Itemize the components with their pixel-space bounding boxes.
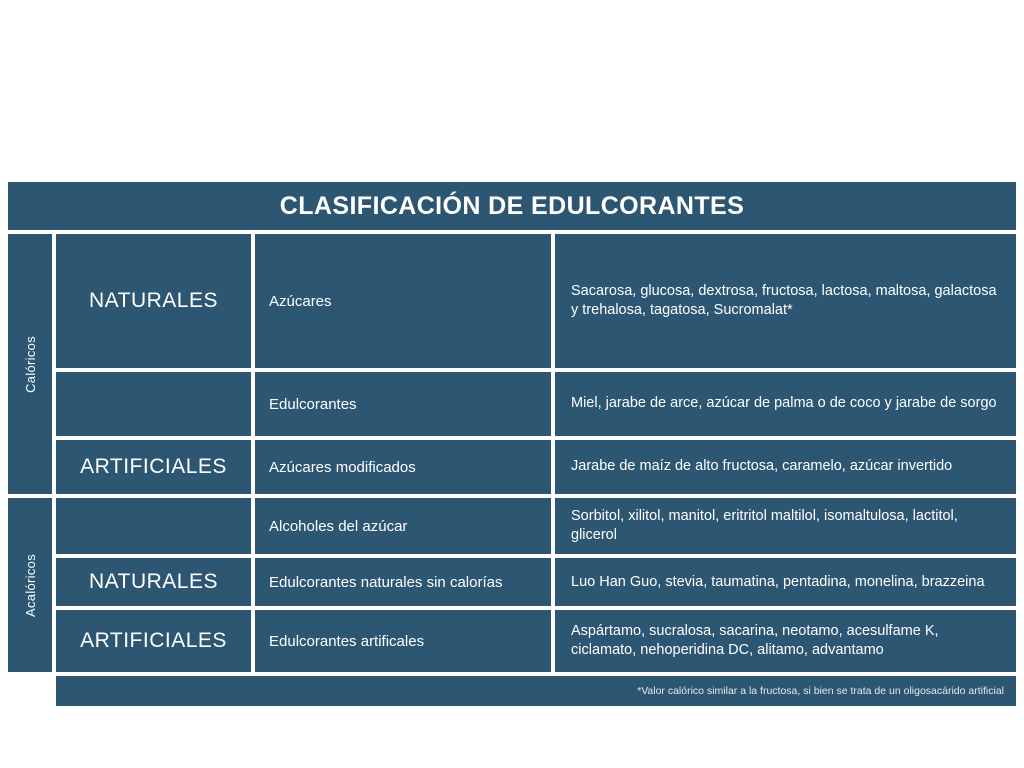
category-cell-spacer xyxy=(56,498,251,554)
row-left-group xyxy=(56,372,551,436)
diagram-title-bar xyxy=(8,182,1016,230)
subcategory-cell xyxy=(255,234,551,368)
category-cell-naturales xyxy=(56,558,251,606)
description-text: Luo Han Guo, stevia, taumatina, pentadina, monelina, brazzeina xyxy=(571,573,985,590)
category-label: ARTIFICIALES xyxy=(80,455,227,478)
band-rows xyxy=(56,234,1016,494)
category-cell-artificiales xyxy=(56,610,251,672)
subcategory-label: Alcoholes del azúcar xyxy=(269,517,408,535)
subcategory-cell xyxy=(255,440,551,494)
description-text: Aspártamo, sucralosa, sacarina, neotamo, acesulfame K, ciclamato, nehoperidina DC, alitamo, advantamo xyxy=(571,623,939,659)
category-label: ARTIFICIALES xyxy=(80,629,227,653)
subcategory-label: Azúcares modificados xyxy=(269,458,416,476)
table-row xyxy=(56,610,1016,672)
description-text: Sacarosa, glucosa, dextrosa, fructosa, lactosa, maltosa, galactosa y trehalosa, tagatosa, Sucromalat* xyxy=(571,282,997,318)
table-row xyxy=(56,234,1016,368)
band-side-label-acaloricos xyxy=(8,498,52,672)
band-caloricos xyxy=(8,234,1016,494)
row-left-group xyxy=(56,610,551,672)
category-label: NATURALES xyxy=(89,289,218,312)
side-label-text: Calóricos xyxy=(22,335,38,393)
category-label: NATURALES xyxy=(89,570,218,594)
subcategory-label: Edulcorantes xyxy=(269,395,357,413)
subcategory-label: Edulcorantes artificales xyxy=(269,632,425,650)
description-text: Sorbitol, xilitol, manitol, eritritol maltilol, isomaltulosa, lactitol, glicerol xyxy=(571,508,958,544)
band-side-label-caloricos xyxy=(8,234,52,494)
table-row xyxy=(56,440,1016,494)
description-cell xyxy=(555,372,1016,436)
subcategory-cell xyxy=(255,372,551,436)
description-text: Jarabe de maíz de alto fructosa, caramelo, azúcar invertido xyxy=(571,458,953,475)
description-cell xyxy=(555,610,1016,672)
category-cell-naturales xyxy=(56,234,251,368)
row-left-group xyxy=(56,558,551,606)
category-cell-artificiales xyxy=(56,440,251,494)
category-cell-spacer xyxy=(56,372,251,436)
page-title: CLASIFICACIÓN DE EDULCORANTES xyxy=(279,191,745,220)
footnote-text: *Valor calórico similar a la fructosa, si bien se trata de un oligosacárido artificial xyxy=(637,685,1004,698)
diagram-grid xyxy=(8,234,1016,672)
classification-diagram xyxy=(8,182,1016,706)
row-left-group xyxy=(56,234,551,368)
band-acaloricos xyxy=(8,498,1016,672)
row-left-group xyxy=(56,498,551,554)
table-row xyxy=(56,558,1016,606)
subcategory-label: Azúcares xyxy=(269,292,332,310)
description-cell xyxy=(555,498,1016,554)
side-label-text: Acalóricos xyxy=(22,553,38,617)
footnote-bar xyxy=(56,676,1016,706)
subcategory-label: Edulcorantes naturales sin calorías xyxy=(269,573,503,591)
description-cell xyxy=(555,234,1016,368)
table-row xyxy=(56,498,1016,554)
description-text: Miel, jarabe de arce, azúcar de palma o de coco y jarabe de sorgo xyxy=(571,395,997,412)
description-cell xyxy=(555,440,1016,494)
subcategory-cell xyxy=(255,610,551,672)
row-left-group xyxy=(56,440,551,494)
band-rows xyxy=(56,498,1016,672)
subcategory-cell xyxy=(255,558,551,606)
table-row xyxy=(56,372,1016,436)
description-cell xyxy=(555,558,1016,606)
subcategory-cell xyxy=(255,498,551,554)
